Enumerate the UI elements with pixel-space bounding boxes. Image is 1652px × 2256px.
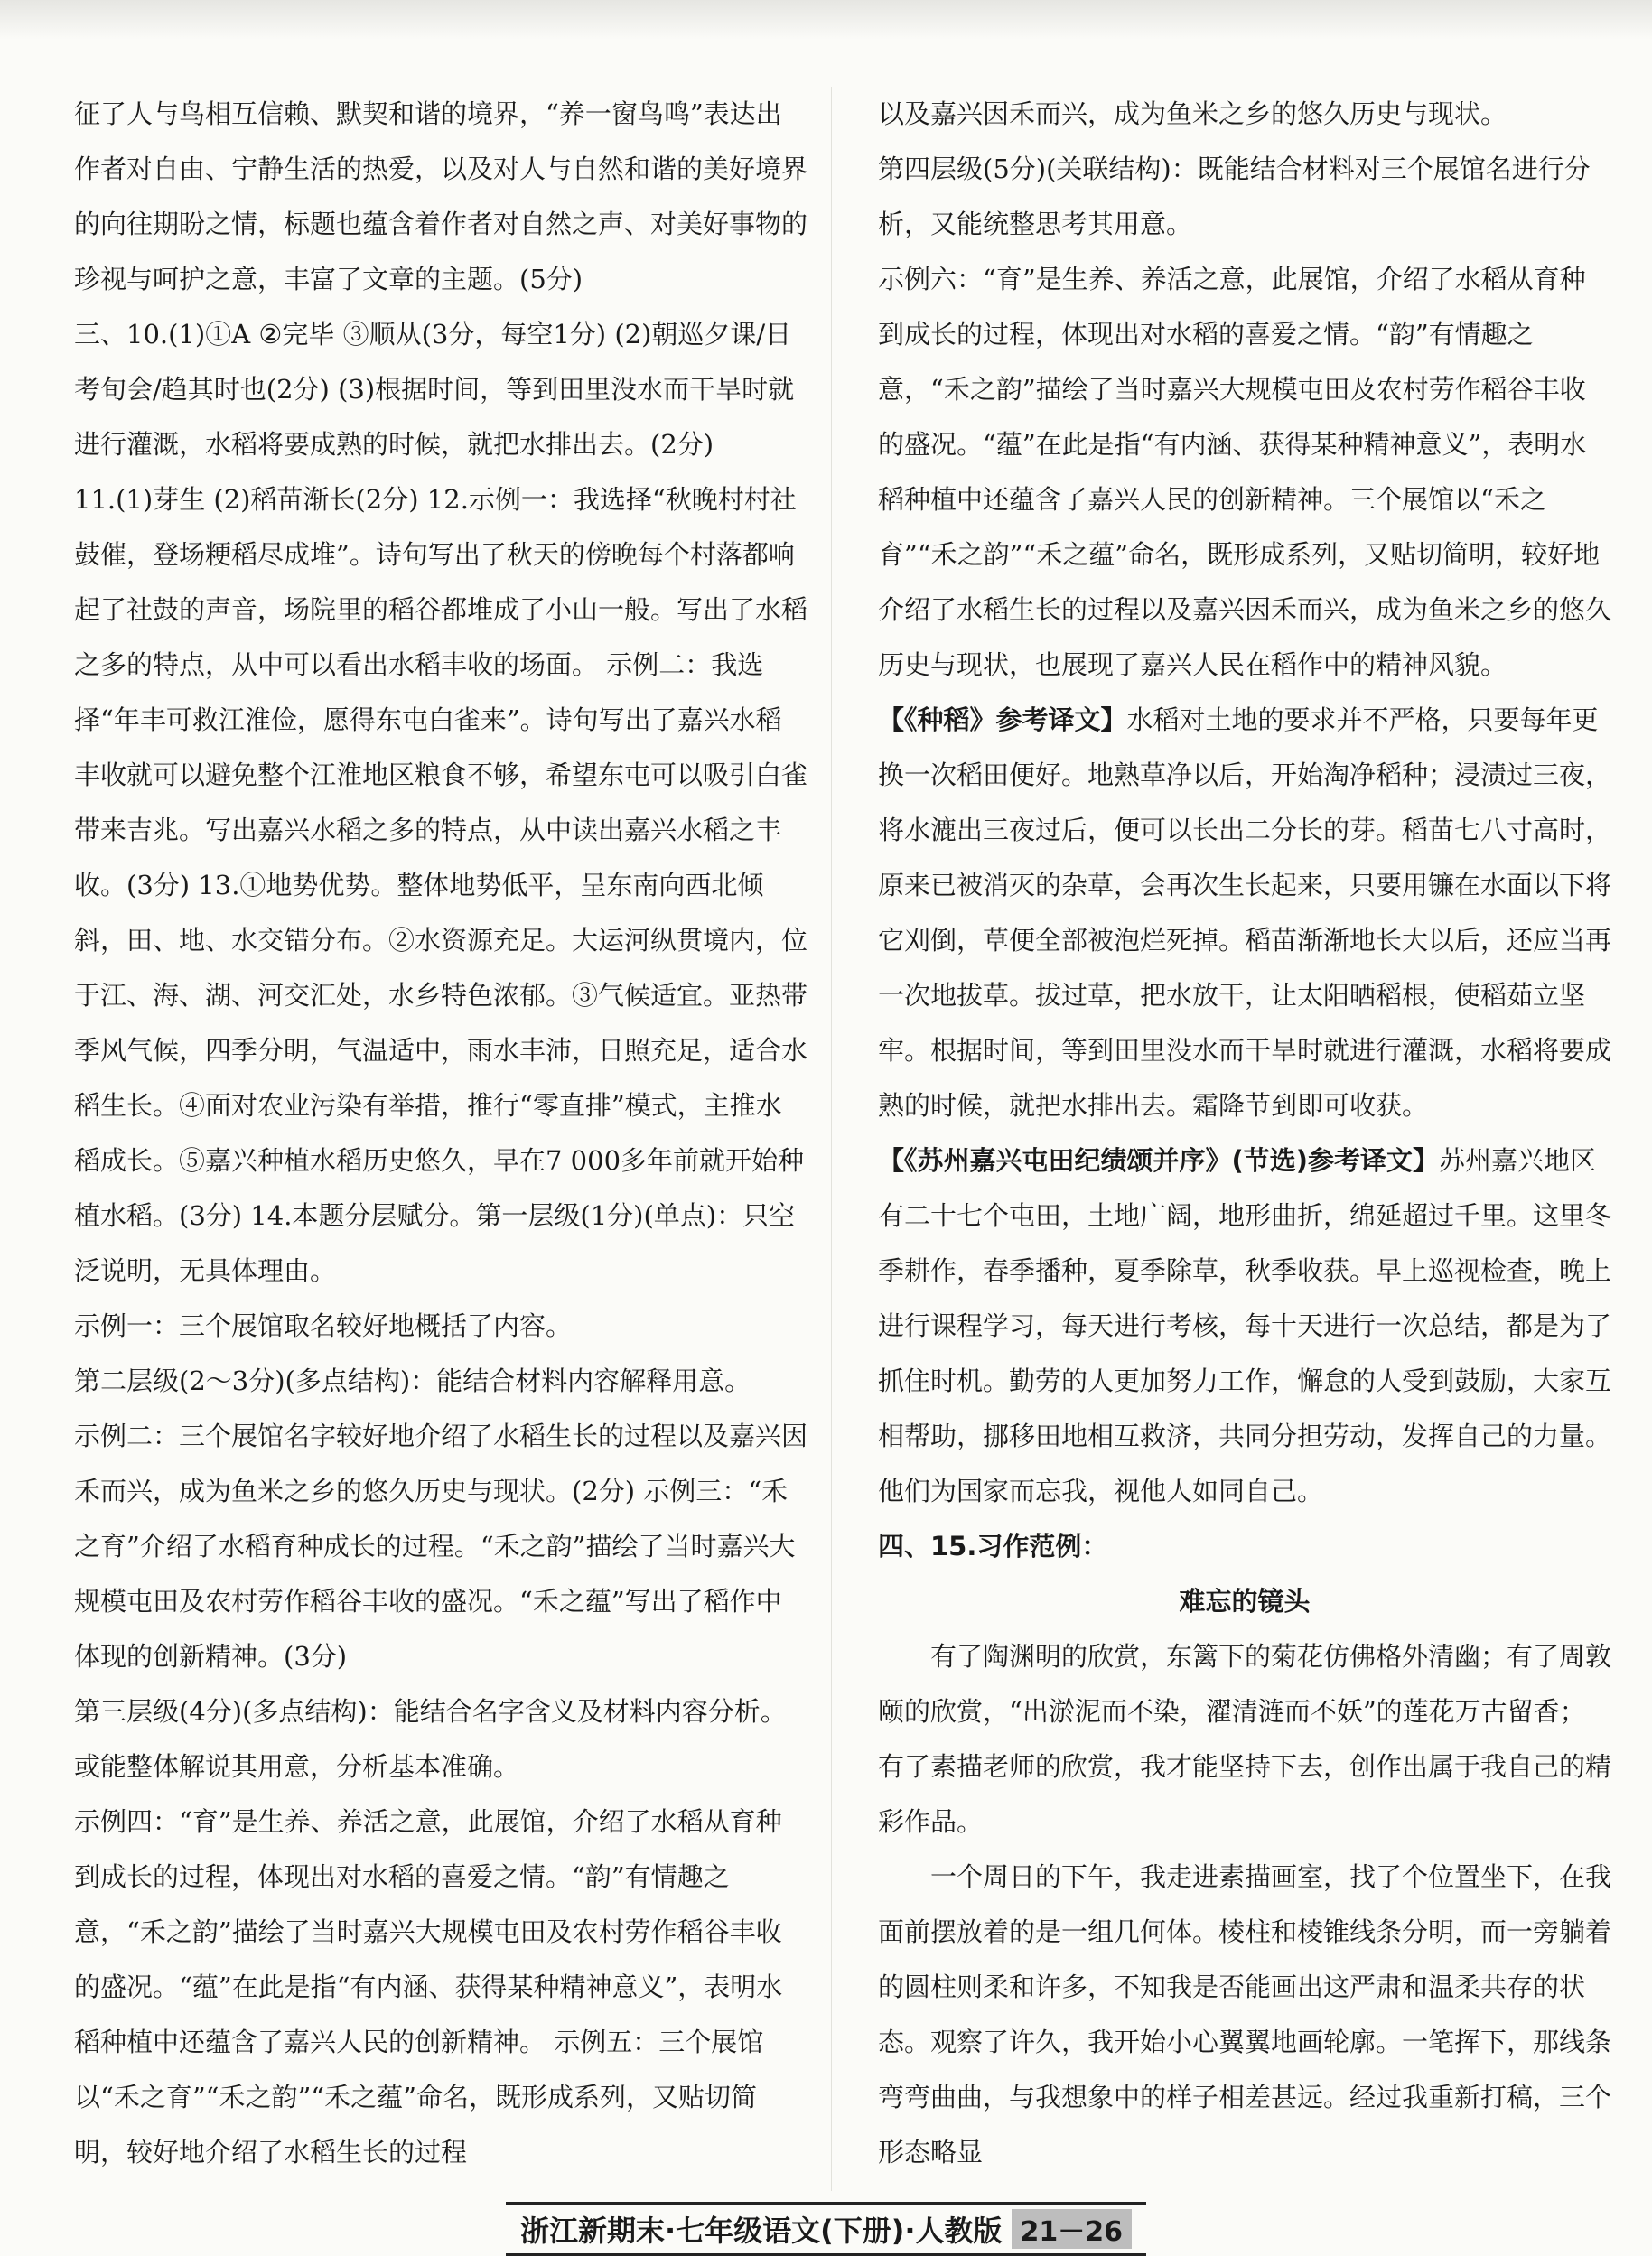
translation-suzhou-body: 苏州嘉兴地区有二十七个屯田，土地广阔，地形曲折，绵延超过千里。这里冬季耕作，春季播种，夏季除草，秋季收获。早上巡视检查，晚上进行课程学习，每天进行考核，每十天进行一次总结，都是为了抓住时机。勤劳的人更加努力工作，懈怠的人受到鼓励，大家互相帮助，挪移田地相互救济，共同分担劳动，发挥自己的力量。他们为国家而忘我，视他人如同自己。 (878, 1145, 1612, 1506)
scan-top-edge (0, 0, 1652, 40)
column-divider (831, 87, 832, 2191)
left-para-1: 征了人与鸟相互信赖、默契和谐的境界，“养一窗鸟鸣”表达出作者对自由、宁静生活的热爱，以及对人与自然和谐的美好境界的向往期盼之情，标题也蕴含着作者对自然之声、对美好事物的珍视与呵护之意，丰富了文章的主题。(5分) (74, 98, 808, 294)
footer-title: 浙江新期末·七年级语文(下册)·人教版 (519, 2214, 1003, 2248)
left-para-2: 三、10.(1)①A ②完毕 ③顺从(3分，每空1分) (2)朝巡夕课/日考旬会/趋其时也(2分) (3)根据时间，等到田里没水而干旱时就进行灌溉，水稻将要成熟的时候，就把水排出去。(2分) (74, 319, 795, 460)
right-column (878, 87, 1611, 2180)
left-para-3: 11.(1)芽生 (2)稻苗渐长(2分) 12.示例一：我选择“秋晚村村社鼓催，登场粳稻尽成堆”。诗句写出了秋天的傍晚每个村落都响起了社鼓的声音，场院里的稻谷都堆成了小山一般。写出了水稻之多的特点，从中可以看出水稻丰收的场面。 示例二：我选择“年丰可救江淮俭，愿得东屯白雀来”。诗句写出了嘉兴水稻丰收就可以避免整个江淮地区粮食不够，希望东屯可以吸引白雀带来吉兆。写出嘉兴水稻之多的特点，从中读出嘉兴水稻之丰收。(3分) 13.①地势优势。整体地势低平，呈东南向西北倾斜，田、地、水交错分布。②水资源充足。大运河纵贯境内，位于江、海、湖、河交汇处，水乡特色浓郁。③气候适宜。亚热带季风气候，四季分明，气温适中，雨水丰沛，日照充足，适合水稻生长。④面对农业污染有举措，推行“零直排”模式，主推水稻成长。⑤嘉兴种植水稻历史悠久，早在7 000多年前就开始种植水稻。(3分) 14.本题分层赋分。第一层级(1分)(单点)：只空泛说明，无具体理由。 (74, 484, 808, 1286)
translation-suzhou (878, 1133, 1611, 1519)
right-para-1: 以及嘉兴因禾而兴，成为鱼米之乡的悠久历史与现状。 (878, 98, 1507, 129)
left-para-4: 示例一：三个展馆取名较好地概括了内容。 (74, 1310, 573, 1341)
right-para-2: 第四层级(5分)(关联结构)：既能结合材料对三个展馆名进行分析，又能统整思考其用意。 (878, 154, 1591, 239)
right-para-3: 示例六：“育”是生养、养活之意，此展馆，介绍了水稻从育种到成长的过程，体现出对水稻的喜爱之情。“韵”有情趣之意，“禾之韵”描绘了当时嘉兴大规模屯田及农村劳作稻谷丰收的盛况。“蕴”在此是指“有内涵、获得某种精神意义”，表明水稻种植中还蕴含了嘉兴人民的创新精神。三个展馆以“禾之育”“禾之韵”“禾之蕴”命名，既形成系列，又贴切简明，较好地介绍了水稻生长的过程以及嘉兴因禾而兴，成为鱼米之乡的悠久历史与现状，也展现了嘉兴人民在稻作中的精神风貌。 (878, 264, 1612, 680)
footer-box (506, 2202, 1146, 2256)
left-column (74, 87, 807, 2180)
left-para-5: 第二层级(2～3分)(多点结构)：能结合材料内容解释用意。 (74, 1366, 751, 1396)
essay-para-2: 一个周日的下午，我走进素描画室，找了个位置坐下，在我面前摆放着的是一组几何体。棱柱和棱锥线条分明，而一旁躺着的圆柱则柔和许多，不知我是否能画出这严肃和温柔共存的状态。观察了许久，我开始小心翼翼地画轮廓。一笔挥下，那线条弯弯曲曲，与我想象中的样子相差甚远。经过我重新打稿，三个形态略显 (878, 1861, 1612, 2167)
translation-zhongdao-title: 【《种稻》参考译文】 (878, 704, 1127, 735)
translation-zhongdao-body: 水稻对土地的要求并不严格，只要每年更换一次稻田便好。地熟草净以后，开始淘净稻种；浸渍过三夜，将水漉出三夜过后，便可以长出二分长的芽。稻苗七八寸高时，原来已被消灭的杂草，会再次生长起来，只要用镰在水面以下将它刈倒，草便全部被泡烂死掉。稻苗渐渐地长大以后，还应当再一次地拔草。拔过草，把水放干，让太阳晒稻根，使稻茹立坚牢。根据时间，等到田里没水而干旱时就进行灌溉，水稻将要成熟的时候，就把水排出去。霜降节到即可收获。 (878, 704, 1612, 1121)
essay-para-1: 有了陶渊明的欣赏，东篱下的菊花仿佛格外清幽；有了周敦颐的欣赏，“出淤泥而不染，濯清涟而不妖”的莲花万古留香；有了素描老师的欣赏，我才能坚持下去，创作出属于我自己的精彩作品。 (878, 1641, 1612, 1837)
translation-zhongdao (878, 693, 1611, 1133)
left-para-7: 第三层级(4分)(多点结构)：能结合名字含义及材料内容分析。或能整体解说其用意，分析基本准确。 (74, 1696, 787, 1782)
page-number: 21－26 (1012, 2209, 1133, 2249)
essay-title: 难忘的镜头 (1179, 1586, 1311, 1617)
left-para-8: 示例四：“育”是生养、养活之意，此展馆，介绍了水稻从育种到成长的过程，体现出对水稻的喜爱之情。“韵”有情趣之意，“禾之韵”描绘了当时嘉兴大规模屯田及农村劳作稻谷丰收的盛况。“蕴”在此是指“有内涵、获得某种精神意义”，表明水稻种植中还蕴含了嘉兴人民的创新精神。 示例五：三个展馆以“禾之育”“禾之韵”“禾之蕴”命名，既形成系列，又贴切简明，较好地介绍了水稻生长的过程 (74, 1806, 783, 2167)
left-para-6: 示例二：三个展馆名字较好地介绍了水稻生长的过程以及嘉兴因禾而兴，成为鱼米之乡的悠久历史与现状。(2分) 示例三：“禾之育”介绍了水稻育种成长的过程。“禾之韵”描绘了当时嘉兴大规模屯田及农村劳作稻谷丰收的盛况。“禾之蕴”写出了稻作中体现的创新精神。(3分) (74, 1421, 808, 1672)
page-footer (0, 2204, 1652, 2254)
translation-suzhou-title: 【《苏州嘉兴屯田纪绩颂并序》(节选)参考译文】 (878, 1145, 1440, 1176)
section-four-heading: 四、15.习作范例： (878, 1531, 1108, 1561)
